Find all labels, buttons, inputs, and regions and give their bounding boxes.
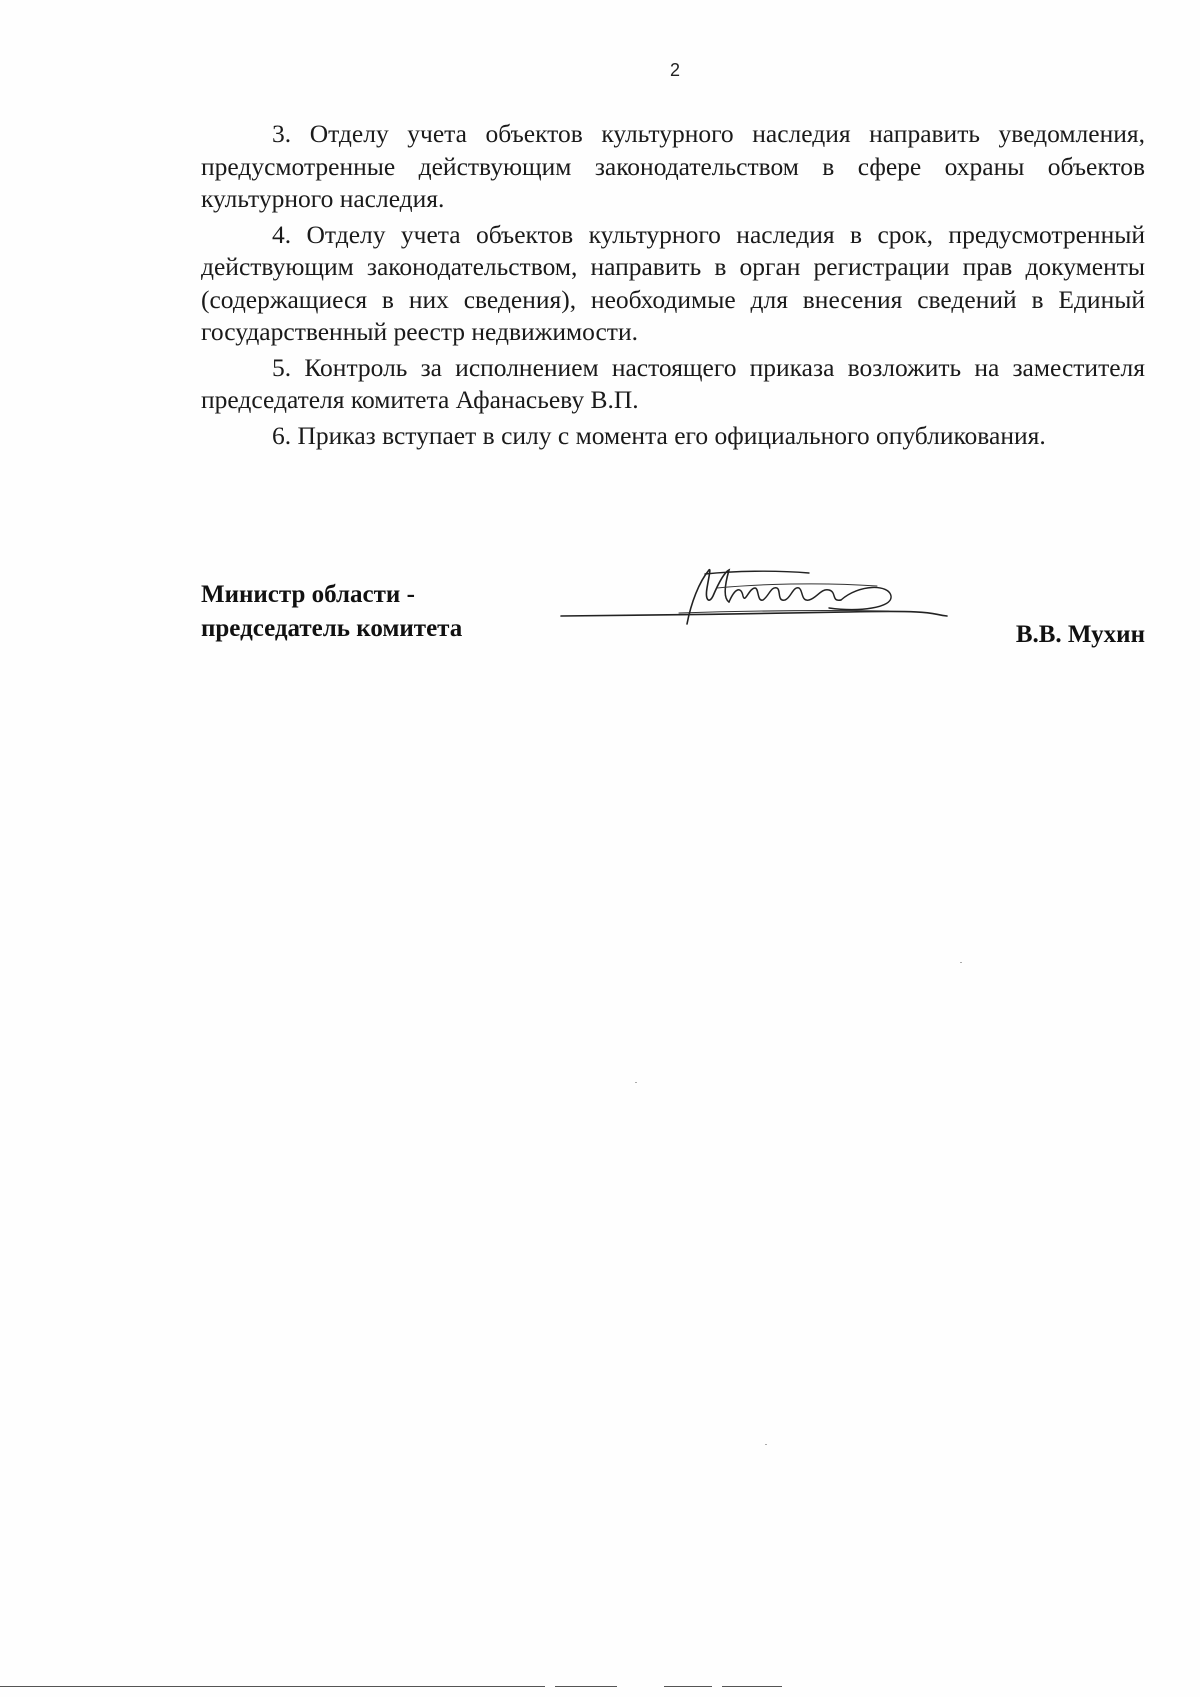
scan-artifact-line — [555, 1686, 617, 1687]
page-number: 2 — [669, 60, 680, 80]
scan-artifact-line — [664, 1686, 712, 1687]
signer-position-line-2: председатель комитета — [201, 615, 463, 642]
paragraph-5: 5. Контроль за исполнением настоящего приказа возложить на заместителя председателя комитета Афанасьеву В.П. — [201, 352, 1145, 414]
signer-position-line-1: Министр области - — [201, 581, 415, 608]
paragraph-3: 3. Отделу учета объектов культурного наследия направить уведомления, предусмотренные действующим законодательством в сфере охраны объектов культурного наследия. — [201, 119, 1145, 213]
scan-speck — [635, 1082, 637, 1083]
scan-artifact-line — [722, 1686, 782, 1687]
document-body — [201, 118, 1145, 455]
scan-speck — [765, 1444, 767, 1445]
signer-position — [201, 578, 462, 646]
signer-name: В.В. Мухин — [1015, 621, 1145, 648]
paragraph-6: 6. Приказ вступает в силу с момента его официального опубликования. — [272, 420, 1046, 450]
scan-artifact-line — [0, 1686, 545, 1687]
paragraph-4: 4. Отделу учета объектов культурного наследия в срок, предусмотренный действующим законодательством, направить в орган регистрации прав документы (содержащиеся в них сведения), необходимые для внесения сведений в Единый государственный реестр недвижимости. — [201, 219, 1145, 346]
handwritten-signature — [559, 558, 949, 638]
scan-speck — [960, 962, 962, 963]
signature-block — [201, 578, 1145, 648]
